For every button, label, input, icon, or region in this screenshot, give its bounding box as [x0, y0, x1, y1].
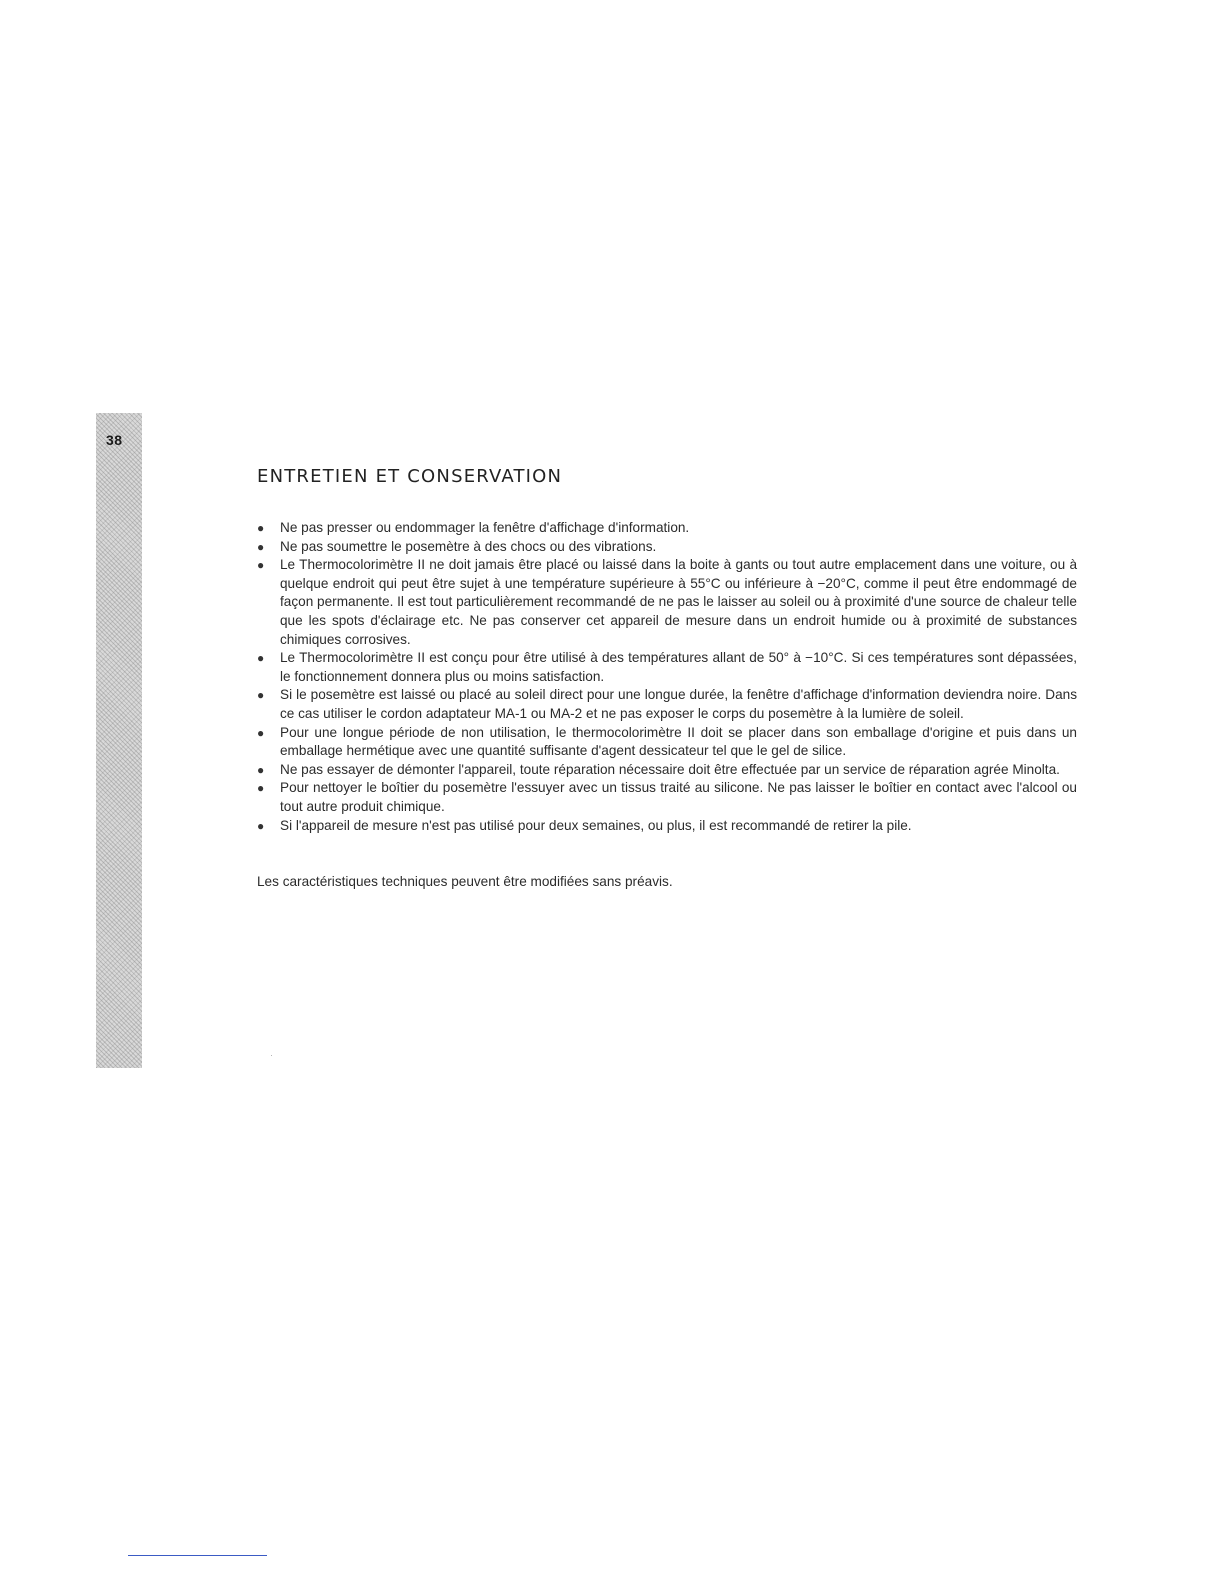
bullet-icon: ● — [257, 539, 265, 554]
list-item-text: Le Thermocolorimètre II ne doit jamais être placé ou laissé dans la boite à gants ou tout autre emplacement dans une voiture, ou à quelque endroit qui peut être sujet à une température supérieure à 55°C ou inférieure à −20°C, comme il peut être endommagé de façon permanente. Il est tout particulièrement recommandé de ne pas le laisser au soleil ou à proximité d'une source de chaleur telle que les spots d'éclairage etc. Ne pas conserver cet appareil de mesure dans un endroit humide ou à proximité de substances chimiques corrosives. — [280, 557, 1077, 647]
bullet-icon: ● — [257, 762, 265, 777]
bullet-icon: ● — [257, 781, 265, 796]
bullet-icon: ● — [257, 651, 265, 666]
list-item-text: Ne pas soumettre le posemètre à des chocs ou des vibrations. — [280, 538, 657, 554]
list-item-text: Pour nettoyer le boîtier du posemètre l'essuyer avec un tissus traité au silicone. Ne pas laisser le boîtier en contact avec l'alcool ou tout autre produit chimique. — [280, 780, 1077, 814]
list-item-text: Si l'appareil de mesure n'est pas utilisé pour deux semaines, ou plus, il est recommandé de retirer la pile. — [280, 817, 912, 833]
bullet-icon: ● — [257, 688, 265, 703]
page-number: 38 — [106, 432, 123, 448]
list-item — [257, 761, 1077, 780]
list-item — [257, 538, 1077, 557]
specifications-note: Les caractéristiques techniques peuvent être modifiées sans préavis. — [257, 874, 673, 890]
bullet-icon: ● — [257, 521, 265, 535]
list-item — [257, 724, 1077, 761]
list-item-text: Si le posemètre est laissé ou placé au soleil direct pour une longue durée, la fenêtre d'affichage d'information deviendra noire. Dans ce cas utiliser le cordon adaptateur MA-1 ou MA-2 et ne pas exposer le corps du posemètre à la lumière de soleil. — [280, 687, 1077, 721]
list-item — [257, 519, 1077, 538]
scan-speck: · — [270, 1050, 273, 1060]
list-item — [257, 556, 1077, 649]
list-item — [257, 779, 1077, 816]
list-item — [257, 686, 1077, 723]
page-content — [257, 466, 1077, 905]
bullet-icon: ● — [257, 818, 265, 833]
maintenance-list — [257, 519, 1077, 835]
list-item-text: Ne pas essayer de démonter l'appareil, toute réparation nécessaire doit être effectuée par un service de réparation agrée Minolta. — [280, 761, 1060, 777]
section-title: ENTRETIEN ET CONSERVATION — [257, 466, 563, 487]
page-side-band — [96, 413, 142, 1068]
list-item — [257, 817, 1077, 836]
list-item-text: Le Thermocolorimètre II est conçu pour être utilisé à des températures allant de 50° à −10°C. Si ces températures sont dépassées, le fonctionnement donnera plus ou moins satisfaction. — [280, 650, 1077, 684]
list-item-text: Pour une longue période de non utilisation, le thermocolorimètre II doit se placer dans son emballage d'origine et puis dans un emballage hermétique avec une quantité suffisante d'agent dessicateur tel que le gel de silice. — [280, 724, 1077, 759]
bullet-icon: ● — [257, 725, 265, 740]
list-item-text: Ne pas presser ou endommager la fenêtre d'affichage d'information. — [280, 520, 690, 535]
bullet-icon: ● — [257, 558, 265, 573]
bottom-rule — [128, 1555, 267, 1556]
list-item — [257, 649, 1077, 686]
